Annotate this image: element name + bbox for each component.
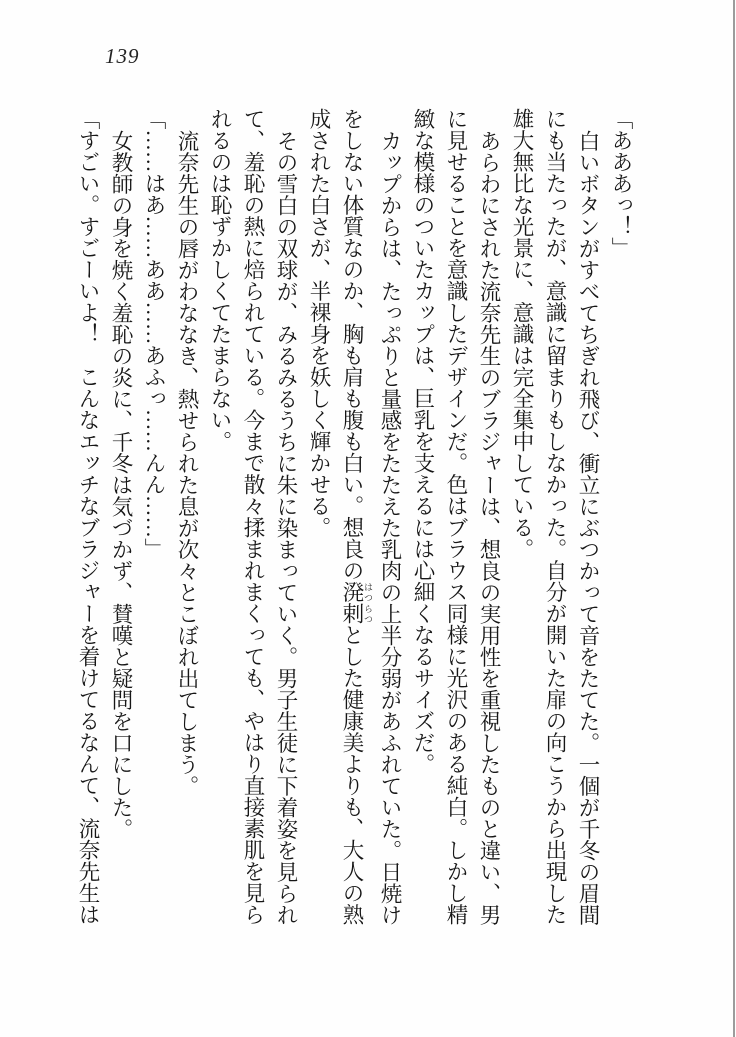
text-line: て、羞恥の熱に焙られている。今まで散々揉まれまくっても、やはり直接素肌を見ら [241, 108, 265, 925]
page-number: 139 [105, 44, 140, 68]
page-edge-line [733, 0, 735, 1037]
text-line: 流奈先生の唇がわななき、熱せられた息が次々とこぼれ出てしまう。 [175, 129, 199, 796]
text-line: に見せることを意識したデザインだ。色はブラウス同様に光沢のある純白。しかし精 [444, 108, 468, 925]
text-block [71, 108, 637, 925]
text-line: をしない体質なのか、胸も肩も腹も白い。想良の溌剌 はつらつとした健康美よりも、大人の熟 [340, 108, 373, 925]
text-line: あらわにされた流奈先生のブラジャーは、想良の実用性を重視したものと違い、男 [477, 129, 501, 925]
text-line: 「あああっ！」 [609, 108, 633, 259]
text-line: 成された白さが、半裸身を妖しく輝かせる。 [307, 108, 331, 538]
text-line: 白いボタンがすべてちぎれ飛び、衝立にぶつかって音をたてた。一個が千冬の眉間 [576, 129, 600, 925]
text-line: 緻な模様のついたカップは、巨乳を支えるには心細くなるサイズだ。 [411, 108, 435, 775]
text-line: カップからは、たっぷりと量感をたたえた乳肉の上半分弱があふれていた。日焼け [378, 129, 402, 925]
text-line: 雄大無比な光景に、意識は完全集中している。 [510, 108, 534, 560]
text-line: れるのは恥ずかしくてたまらない。 [208, 108, 232, 452]
text-line: 「……はあ……ああ……あふっ……んん……」 [142, 108, 166, 560]
text-line: にも当たったが、意識に留まりもしなかった。自分が開いた扉の向こうから出現した [543, 108, 567, 925]
text-line: 女教師の身を焼く羞恥の炎に、千冬は気づかず、賛嘆と疑問を口にした。 [109, 129, 133, 839]
text-line: その雪白の双球が、みるみるうちに朱に染まっていく。男子生徒に下着姿を見られ [274, 129, 298, 925]
text-line: 「すごい。すごーいよ！ こんなエッチなブラジャーを着けてるなんて、流奈先生は [76, 108, 100, 925]
ruby-annotated-word: 溌剌 はつらつ [340, 581, 373, 624]
